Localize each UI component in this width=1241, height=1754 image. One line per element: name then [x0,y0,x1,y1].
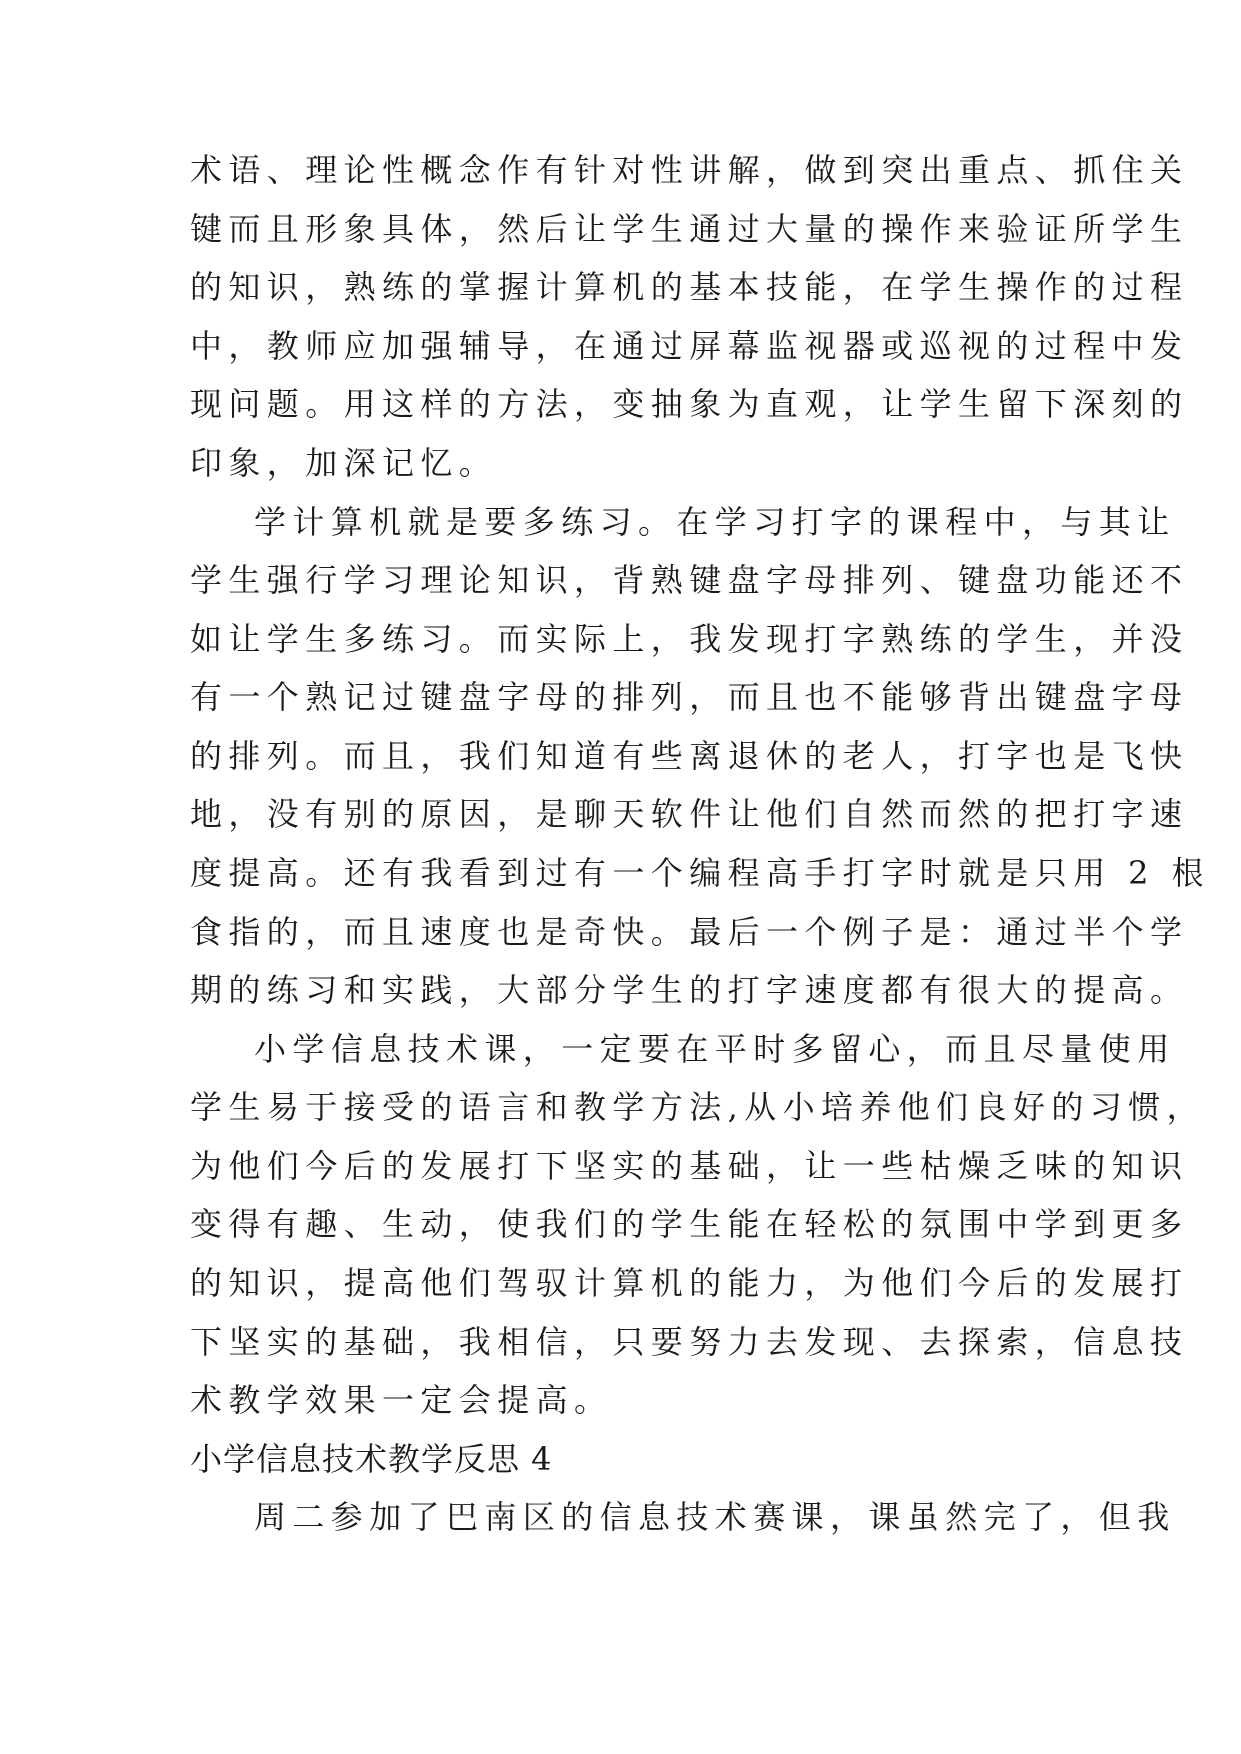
paragraph1-line-3: 的知识，熟练的掌握计算机的基本技能，在学生操作的过程 [190,268,1189,306]
paragraph1-line-2: 键而且形象具体，然后让学生通过大量的操作来验证所学生 [190,210,1189,248]
paragraph2-line-4: 有一个熟记过键盘字母的排列，而且也不能够背出键盘字母 [190,678,1189,716]
paragraph3-line-1: 小学信息技术课，一定要在平时多留心，而且尽量使用 [254,1030,1176,1068]
paragraph2-line-2: 学生强行学习理论知识，背熟键盘字母排列、键盘功能还不 [190,561,1189,599]
paragraph2-line-6: 地，没有别的原因，是聊天软件让他们自然而然的把打字速 [190,795,1189,833]
paragraph3-line-5: 的知识，提高他们驾驭计算机的能力，为他们今后的发展打 [190,1264,1189,1302]
paragraph1-line-4: 中，教师应加强辅导，在通过屏幕监视器或巡视的过程中发 [190,327,1189,365]
paragraph2-line-1: 学计算机就是要多练习。在学习打字的课程中，与其让 [254,503,1176,541]
paragraph1-line-6: 印象，加深记忆。 [190,444,498,482]
paragraph3-line-6: 下坚实的基础，我相信，只要努力去发现、去探索，信息技 [190,1323,1189,1361]
paragraph1-line-1: 术语、理论性概念作有针对性讲解，做到突出重点、抓住关 [190,151,1189,189]
paragraph1-line-5: 现问题。用这样的方法，变抽象为直观，让学生留下深刻的 [190,385,1189,423]
paragraph3-line-3: 为他们今后的发展打下坚实的基础，让一些枯燥乏味的知识 [190,1147,1189,1185]
paragraph3-line-7: 术教学效果一定会提高。 [190,1381,613,1419]
paragraph2-line-9: 期的练习和实践，大部分学生的打字速度都有很大的提高。 [190,971,1189,1009]
paragraph2-line-8: 食指的，而且速度也是奇快。最后一个例子是：通过半个学 [190,913,1189,951]
paragraph4-line-1: 周二参加了巴南区的信息技术赛课，课虽然完了，但我 [254,1498,1176,1536]
section-heading: 小学信息技术教学反思 4 [190,1440,553,1478]
paragraph3-line-4: 变得有趣、生动，使我们的学生能在轻松的氛围中学到更多 [190,1205,1189,1243]
paragraph2-line-3: 如让学生多练习。而实际上，我发现打字熟练的学生，并没 [190,620,1189,658]
paragraph2-line-7: 度提高。还有我看到过有一个编程高手打字时就是只用 2 根 [190,854,1210,892]
paragraph3-line-2: 学生易于接受的语言和教学方法,从小培养他们良好的习惯， [190,1088,1205,1126]
paragraph2-line-5: 的排列。而且，我们知道有些离退休的老人，打字也是飞快 [190,737,1189,775]
